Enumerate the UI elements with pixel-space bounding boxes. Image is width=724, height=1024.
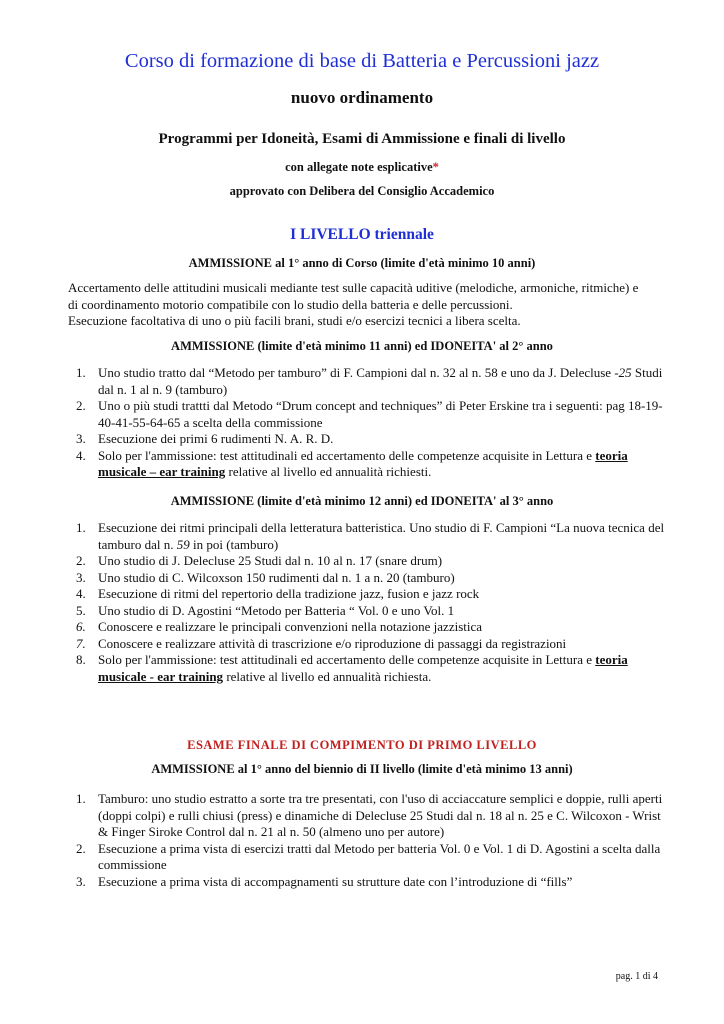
- list-item: 3. Uno studio di C. Wilcoxson 150 rudimenti dal n. 1 a n. 20 (tamburo): [76, 569, 455, 585]
- list-item: 5. Uno studio di D. Agostini “Metodo per Batteria “ Vol. 0 e uno Vol. 1: [76, 602, 455, 618]
- notes-line: [0, 160, 724, 175]
- list-item: 6. Conoscere e realizzare le principali convenzioni nella notazione jazzistica: [76, 619, 483, 634]
- admission-intro-paragraph: [68, 280, 668, 330]
- list-item: 2. Uno o più studi trattti dal Metodo “Drum concept and techniques” di Peter Erskine tra i seguenti: pag 18-19-40-41-55-64-65 a scelta della commissione: [76, 398, 663, 430]
- list-item: 4. Solo per l'ammissione: test attitudinali ed accertamento delle competenze acquisite in Lettura e teoria musicale – ear training relative al livello ed annualità richiesti.: [76, 447, 628, 479]
- list-item: 1. Uno studio tratto dal “Metodo per tamburo” di F. Campioni dal n. 32 al n. 58 e uno da J. Delecluse -25 Studi dal n. 1 al n. 9 (tamburo): [76, 365, 663, 397]
- list-item: 4. Esecuzione di ritmi del repertorio della tradizione jazz, fusion e jazz rock: [76, 586, 480, 601]
- programs-heading: Programmi per Idoneità, Esami di Ammissione e finali di livello: [158, 131, 566, 147]
- list-item: 3. Esecuzione a prima vista di accompagnamenti su strutture date con l’introduzione di “fills”: [76, 873, 573, 889]
- list-item: 2. Uno studio di J. Delecluse 25 Studi dal n. 10 al n. 17 (snare drum): [76, 553, 443, 568]
- list-item: 8. Solo per l'ammissione: test attitudinali ed accertamento delle competenze acquisite in Lettura e teoria musicale - ear training relative al livello ed annualità richiesta.: [76, 652, 628, 684]
- list-item: 1. Tamburo: uno studio estratto a sorte tra tre presentati, con l'uso di acciaccature semplici e doppie, rulli aperti (doppi colpi) e rulli chiusi (press) e dinamiche di Delecluse 25 Studi dal n. 18 al n. 25 e C. Wilcoxon - Wrist & Finger Siroke Control dal n. 21 al n. 50 (almeno uno per autore): [76, 791, 663, 839]
- approval-line: approvato con Delibera del Consiglio Accademico: [229, 184, 495, 198]
- intro-line: Esecuzione facoltativa di uno o più facili brani, studi e/o esercizi tecnici a libera scelta.: [68, 313, 521, 328]
- document-title: Corso di formazione di base di Batteria e Percussioni jazz: [124, 50, 600, 72]
- document-subtitle: nuovo ordinamento: [290, 88, 434, 107]
- list-item: 7. Conoscere e realizzare attività di trascrizione e/o riproduzione di passaggi da registrazioni: [76, 635, 567, 651]
- admission-year2-heading: AMMISSIONE (limite d'età minimo 11 anni) ed IDONEITA' al 2° anno: [171, 339, 553, 353]
- list-item: 2. Esecuzione a prima vista di esercizi tratti dal Metodo per batteria Vol. 0 e Vol. 1 di D. Agostini a scelta dalla commissione: [76, 840, 661, 872]
- intro-line: Accertamento delle attitudini musicali mediante test sulle capacità uditive (melodiche, armoniche, ritmiche) e: [68, 280, 639, 295]
- admission-year3-heading: AMMISSIONE (limite d'età minimo 12 anni) ed IDONEITA' al 3° anno: [170, 494, 554, 508]
- list-item: 3. Esecuzione dei primi 6 rudimenti N. A. R. D.: [76, 431, 334, 446]
- admission-biennium-heading: AMMISSIONE al 1° anno del biennio di II livello (limite d'età minimo 13 anni): [151, 762, 573, 776]
- admission-year1-heading: AMMISSIONE al 1° anno di Corso (limite d'età minimo 10 anni): [188, 256, 536, 270]
- level-heading: I LIVELLO triennale: [290, 226, 434, 243]
- final-exam-list: [68, 791, 668, 890]
- list-item: 1. Esecuzione dei ritmi principali della letteratura batteristica. Uno studio di F. Campioni “La nuova tecnica del tamburo dal n. 59 in poi (tamburo): [76, 520, 665, 552]
- notes-asterisk: *: [432, 160, 439, 174]
- year3-requirements-list: [68, 520, 668, 685]
- year2-requirements-list: [68, 365, 668, 481]
- intro-line: di coordinamento motorio compatibile con lo studio della batteria e delle percussioni.: [68, 296, 513, 312]
- final-exam-heading: ESAME FINALE DI COMPIMENTO DI PRIMO LIVELLO: [187, 738, 537, 752]
- notes-text: con allegate note esplicative: [285, 160, 433, 174]
- page-number: pag. 1 di 4: [615, 971, 658, 982]
